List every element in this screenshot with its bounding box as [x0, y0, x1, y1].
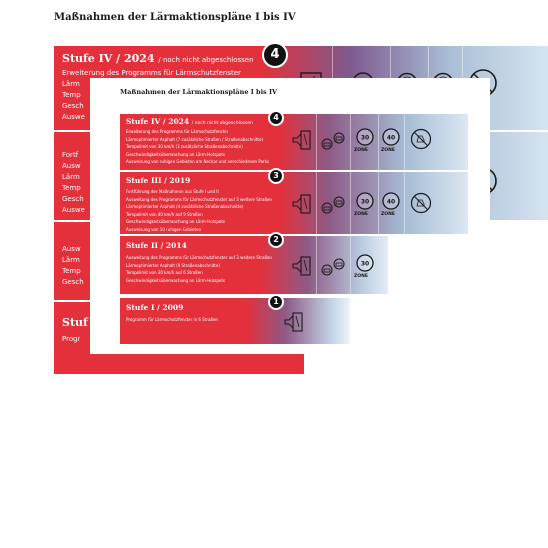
stage-row-1 [120, 298, 350, 344]
speed-limit-40-icon [382, 192, 400, 210]
zone-label: ZONE [381, 148, 395, 153]
measure-item: Tempolimit von 30 km/h (3 zusätzliche Straßenabschnitte) [126, 144, 243, 149]
diagram-title-large: Maßnahmen der Lärmaktionspläne I bis IV [54, 12, 296, 23]
large-measure: Erweiterung des Programms für Lärmschutzfenster [62, 69, 241, 77]
speed-40-label: 40 [386, 134, 396, 142]
icon-divider [350, 114, 351, 170]
no-truck-icon [410, 128, 432, 150]
measure-item: Erweiterung des Programms für Lärmschutzfenster [126, 129, 229, 134]
large-stage-title: Stuf [62, 316, 88, 329]
zone-label: ZONE [354, 274, 368, 279]
speed-30-label: 30 [360, 260, 370, 268]
large-measure: Gesch [62, 102, 84, 110]
no-truck-icon [410, 192, 432, 214]
measure-item: Ausweitung des Programms für Lärmschutzfenster auf 3 weitere Straßen [126, 255, 272, 260]
diagram-title-small: Maßnahmen der Lärmaktionspläne I bis IV [120, 88, 278, 96]
large-measure: Fortf [62, 151, 79, 159]
measure-item: Tempolimit von 30 km/h auf 6 Straßen [126, 270, 203, 275]
measure-item: Lärmoptimierter Asphalt (9 Straßenabschnitte) [126, 262, 220, 268]
stage-badge-3: 3 [268, 168, 284, 184]
measure-item: Lärmoptimierter Asphalt (4 zusätzliche Straßenabschnitte) [126, 204, 244, 209]
icon-divider [378, 114, 379, 170]
icon-divider [404, 114, 405, 170]
icon-divider [350, 236, 351, 294]
measure-item: Ausweisung von 10 ruhigen Gebieten [126, 226, 202, 232]
measure-item: Geschwindigkeitsüberwachung an Lärm-Hotspots [126, 151, 225, 157]
stage-status: / noch nicht abgeschlossen [191, 121, 253, 126]
large-measure: Lärm [62, 80, 80, 88]
large-measure: Temp [62, 267, 81, 275]
measure-item: Tempolimit von 40 km/h auf 9 Straßen [126, 211, 203, 217]
speed-limit-30-icon [356, 192, 374, 210]
window-icon [290, 254, 312, 278]
icon-divider [350, 172, 351, 234]
speed-40-label: 40 [386, 198, 396, 206]
zone-label: ZONE [354, 212, 368, 217]
stage-badge-2: 2 [268, 232, 284, 248]
speed-limit-30-icon [356, 254, 374, 272]
stage-title: Stufe III / 2019 [126, 176, 191, 185]
car-noise-icon [320, 194, 346, 216]
large-measure: Temp [62, 91, 81, 99]
icon-divider [404, 172, 405, 234]
window-icon [282, 310, 304, 334]
large-measure: Progr [62, 335, 81, 343]
large-measure: Gesch [62, 195, 84, 203]
measure-item: Ausweitung des Programms für Lärmschutzfenster auf 3 weitere Straßen [126, 196, 272, 202]
large-measure: Lärm [62, 256, 80, 264]
car-noise-icon [320, 256, 346, 278]
large-measure: Lärm [62, 173, 80, 181]
icon-divider [316, 236, 317, 294]
large-stage-status: / noch nicht abgeschlossen [158, 56, 254, 64]
measure-item: Programm für Lärmschutzfenster in 6 Straßen [126, 317, 218, 322]
stage-badge-4: 4 [268, 110, 284, 126]
stage-row-2 [120, 236, 388, 294]
measure-item: Lärmoptimierter Asphalt (7 zusätzliche Straßen / Straßenabschnitte) [126, 136, 264, 142]
large-measure: Ausw [62, 162, 81, 170]
large-measure: Temp [62, 184, 81, 192]
large-measure: Auswe [62, 113, 85, 121]
zone-label: ZONE [354, 148, 368, 153]
zone-label: ZONE [381, 212, 395, 217]
stage-title: Stufe IV / 2024 [126, 117, 190, 126]
speed-limit-40-icon [382, 128, 400, 146]
stage-title: Stufe II / 2014 [126, 241, 187, 250]
car-noise-icon [320, 130, 346, 152]
icon-divider [316, 114, 317, 170]
measure-item: Ausweisung von ruhigen Gebieten am Neckar und verschiedenen Parks [126, 159, 270, 164]
large-stage-title: Stufe IV / 2024 [62, 52, 155, 65]
stage-badge-1: 1 [268, 294, 284, 310]
speed-limit-30-icon [356, 128, 374, 146]
measure-item: Geschwindigkeitsüberwachung an Lärm-Hotspots [126, 219, 225, 224]
large-measure: Gesch [62, 278, 84, 286]
measure-item: Fortführung der Maßnahmen aus Stufe I und II [126, 189, 219, 194]
speed-30-label: 30 [360, 198, 370, 206]
large-measure: Auswe [62, 206, 85, 214]
large-stage-badge-4: 4 [262, 42, 288, 68]
large-measure: Ausw [62, 245, 81, 253]
window-icon [290, 192, 312, 216]
stage-title: Stufe I / 2009 [126, 303, 184, 312]
icon-divider [378, 172, 379, 234]
speed-30-label: 30 [360, 134, 370, 142]
icon-divider [316, 172, 317, 234]
measure-item: Geschwindigkeitsüberwachung an Lärm-Hotspots [126, 277, 225, 283]
window-icon [290, 128, 312, 152]
